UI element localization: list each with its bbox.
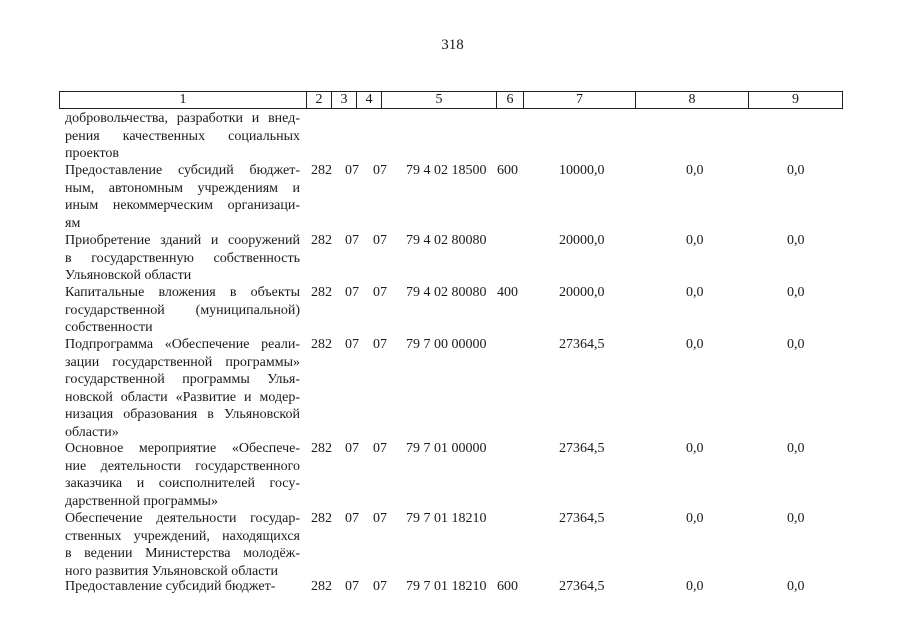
row-name-line: рения качественных социальных xyxy=(65,128,300,144)
header-cell-7: 7 xyxy=(524,92,636,108)
row-name-line: ным, автономным учреждениям и xyxy=(65,180,300,196)
header-cell-3: 3 xyxy=(332,92,357,108)
row-name xyxy=(65,162,300,232)
cell-c5: 79 7 01 18210 xyxy=(406,511,487,526)
header-cell-6: 6 xyxy=(497,92,524,108)
cell-c9: 0,0 xyxy=(787,337,805,352)
row-name xyxy=(65,284,300,337)
cell-c7: 20000,0 xyxy=(559,233,605,248)
row-name-line: дарственной программы» xyxy=(65,493,218,509)
cell-c5: 79 7 01 18210 xyxy=(406,579,487,594)
cell-c9: 0,0 xyxy=(787,163,805,178)
cell-c8: 0,0 xyxy=(686,441,704,456)
cell-c2: 282 xyxy=(311,579,332,594)
cell-c4: 07 xyxy=(373,233,387,248)
cell-c2: 282 xyxy=(311,511,332,526)
row-name-line: области» xyxy=(65,424,119,440)
row-name-line: государственной программы Улья- xyxy=(65,372,300,387)
header-cell-2: 2 xyxy=(307,92,332,108)
row-name-line: иным некоммерческим организаци- xyxy=(65,198,300,213)
cell-c6: 600 xyxy=(497,579,518,594)
page-number: 318 xyxy=(441,37,464,53)
cell-c5: 79 7 01 00000 xyxy=(406,441,487,456)
row-name-line: Ульяновской области xyxy=(65,268,192,283)
cell-c2: 282 xyxy=(311,163,332,178)
row-name-line: в ведении Министерства молодёж- xyxy=(65,546,300,561)
cell-c9: 0,0 xyxy=(787,579,805,594)
cell-c5: 79 7 00 00000 xyxy=(406,337,487,352)
cell-c2: 282 xyxy=(311,285,332,300)
cell-c9: 0,0 xyxy=(787,285,805,300)
cell-c9: 0,0 xyxy=(787,233,805,248)
cell-c5: 79 4 02 80080 xyxy=(406,233,487,248)
cell-c4: 07 xyxy=(373,579,387,594)
cell-c8: 0,0 xyxy=(686,579,704,594)
cell-c5: 79 4 02 80080 xyxy=(406,285,487,300)
row-name-line: Приобретение зданий и сооружений xyxy=(65,233,300,248)
cell-c8: 0,0 xyxy=(686,163,704,178)
cell-c4: 07 xyxy=(373,163,387,178)
header-cell-1: 1 xyxy=(60,92,307,108)
cell-c3: 07 xyxy=(345,233,359,248)
row-name-line: низация образования в Ульяновской xyxy=(65,407,300,422)
row-name-line: ние деятельности государственного xyxy=(65,458,300,474)
row-name xyxy=(65,110,300,163)
cell-c3: 07 xyxy=(345,337,359,352)
table-header xyxy=(59,91,843,109)
row-name-line: зации государственной программы» xyxy=(65,354,300,370)
cell-c7: 27364,5 xyxy=(559,511,605,526)
cell-c3: 07 xyxy=(345,163,359,178)
cell-c7: 27364,5 xyxy=(559,337,605,352)
cell-c7: 10000,0 xyxy=(559,163,605,178)
row-name-line: ственных учреждений, находящихся xyxy=(65,528,300,544)
cell-c7: 27364,5 xyxy=(559,579,605,594)
row-name-line: заказчика и соисполнителей госу- xyxy=(65,476,300,491)
cell-c2: 282 xyxy=(311,337,332,352)
row-name-line: Обеспечение деятельности государ- xyxy=(65,511,300,526)
header-cell-9: 9 xyxy=(792,92,799,107)
row-name xyxy=(65,440,300,510)
cell-c4: 07 xyxy=(373,285,387,300)
row-name-line: добровольчества, разработки и внед- xyxy=(65,111,300,126)
cell-c8: 0,0 xyxy=(686,511,704,526)
cell-c6: 600 xyxy=(497,163,518,178)
header-cell-5: 5 xyxy=(382,92,497,108)
cell-c4: 07 xyxy=(373,337,387,352)
header-cell-4: 4 xyxy=(357,92,382,108)
cell-c7: 20000,0 xyxy=(559,285,605,300)
row-name-line: Предоставление субсидий бюджет- xyxy=(65,579,276,594)
row-name xyxy=(65,336,300,441)
row-name-line: Подпрограмма «Обеспечение реали- xyxy=(65,337,300,352)
cell-c3: 07 xyxy=(345,579,359,594)
header-cell-8: 8 xyxy=(636,92,749,108)
row-name-line: государственной (муниципальной) xyxy=(65,302,300,318)
cell-c8: 0,0 xyxy=(686,285,704,300)
cell-c8: 0,0 xyxy=(686,337,704,352)
cell-c4: 07 xyxy=(373,511,387,526)
cell-c3: 07 xyxy=(345,285,359,300)
cell-c2: 282 xyxy=(311,441,332,456)
cell-c8: 0,0 xyxy=(686,233,704,248)
cell-c9: 0,0 xyxy=(787,441,805,456)
row-name xyxy=(65,510,300,580)
cell-c7: 27364,5 xyxy=(559,441,605,456)
cell-c4: 07 xyxy=(373,441,387,456)
cell-c3: 07 xyxy=(345,511,359,526)
row-name-line: Капитальные вложения в объекты xyxy=(65,285,300,300)
cell-c2: 282 xyxy=(311,233,332,248)
cell-c6: 400 xyxy=(497,285,518,300)
row-name xyxy=(65,578,300,596)
cell-c9: 0,0 xyxy=(787,511,805,526)
row-name-line: ного развития Ульяновской области xyxy=(65,563,279,579)
row-name-line: собственности xyxy=(65,320,153,335)
row-name-line: новской области «Развитие и модер- xyxy=(65,389,300,405)
row-name-line: ям xyxy=(65,215,81,231)
row-name-line: Предоставление субсидий бюджет- xyxy=(65,163,300,178)
cell-c5: 79 4 02 18500 xyxy=(406,163,487,178)
row-name xyxy=(65,232,300,285)
row-name-line: Основное мероприятие «Обеспече- xyxy=(65,441,300,456)
row-name-line: в государственную собственность xyxy=(65,250,300,266)
cell-c3: 07 xyxy=(345,441,359,456)
row-name-line: проектов xyxy=(65,146,120,161)
